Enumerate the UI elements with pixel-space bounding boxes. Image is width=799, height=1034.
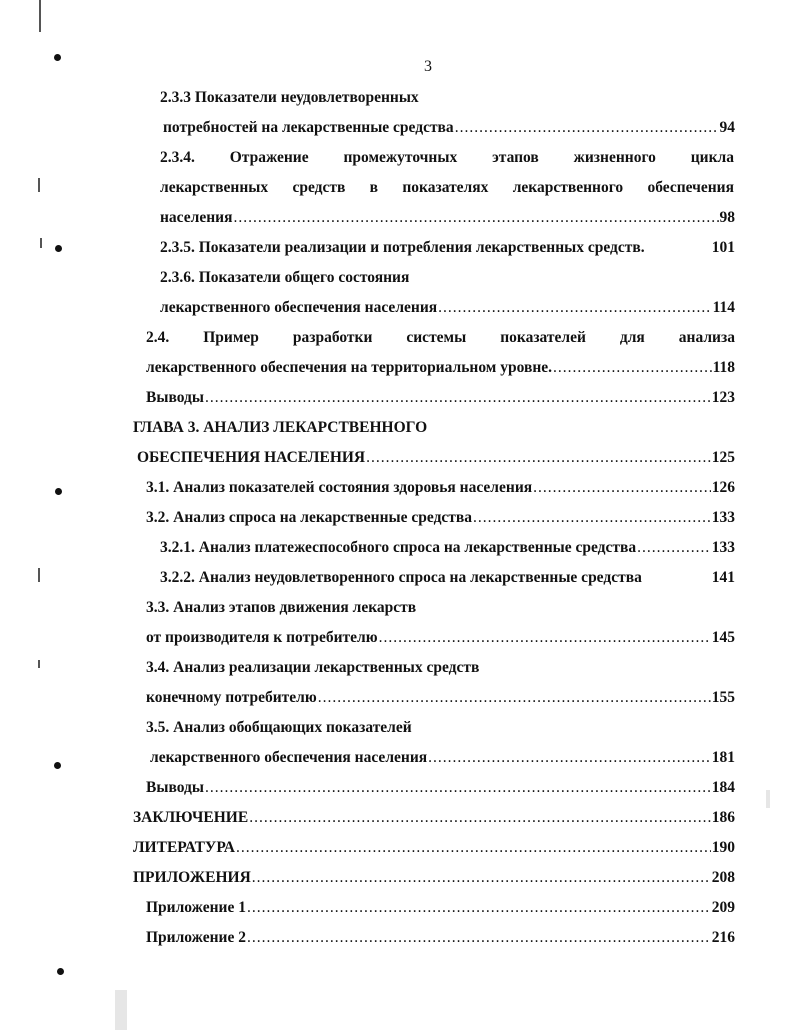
left-margin-tick	[38, 178, 40, 192]
toc-entry-3-5: 3.5. Анализ обобщающих показателей	[146, 719, 412, 736]
word: показателях	[402, 179, 489, 196]
word: разработки	[292, 329, 373, 346]
toc-title: лекарственного обеспечения населения	[150, 749, 428, 766]
word: обеспечения	[647, 179, 734, 196]
word: анализа	[678, 329, 735, 346]
toc-title: ЛИТЕРАТУРА	[133, 839, 235, 856]
word: средств	[292, 179, 346, 196]
word: для	[619, 329, 645, 346]
word: системы	[406, 329, 467, 346]
leader-dots	[318, 688, 711, 708]
word: цикла	[690, 149, 734, 166]
toc-appendices	[133, 868, 735, 888]
binding-hole-mark	[54, 54, 61, 61]
toc-title: населения	[160, 209, 233, 226]
word: этапов	[492, 149, 539, 166]
toc-entry-3-2-2	[160, 568, 735, 588]
toc-chapter-3-cont	[137, 448, 735, 468]
toc-page: 209	[711, 899, 735, 916]
toc-page: 216	[711, 929, 735, 946]
leader-dots	[247, 898, 711, 918]
leader-dots	[428, 748, 711, 768]
toc-entry-2-4	[146, 328, 735, 348]
leader-dots	[379, 628, 711, 648]
leader-dots	[438, 298, 711, 318]
toc-appendix-1	[146, 898, 735, 918]
toc-entry-3-2	[146, 508, 735, 528]
word: лекарственных	[160, 179, 269, 196]
toc-page: 114	[712, 299, 735, 316]
toc-entry-2-3-4-end	[160, 208, 735, 228]
toc-title: от производителя к потребителю	[146, 629, 378, 646]
toc-title: 3.2.2. Анализ неудовлетворенного спроса на лекарственные средства	[160, 569, 642, 586]
toc-title: Выводы	[146, 779, 204, 796]
scan-noise	[766, 790, 770, 808]
toc-page: 145	[711, 629, 735, 646]
toc-chapter-3: ГЛАВА 3. АНАЛИЗ ЛЕКАРСТВЕННОГО	[133, 419, 428, 436]
toc-title: ЗАКЛЮЧЕНИЕ	[133, 809, 249, 826]
toc-page: 126	[711, 479, 735, 496]
toc-entry-vyvody-2	[146, 778, 735, 798]
word: Отражение	[229, 149, 309, 166]
left-margin-rule	[39, 0, 41, 32]
leader-dots	[205, 778, 711, 798]
word: показателей	[500, 329, 586, 346]
toc-entry-3-3-cont	[146, 628, 735, 648]
word: промежуточных	[343, 149, 458, 166]
leader-dots	[252, 868, 711, 888]
toc-entry-3-5-cont	[150, 748, 735, 768]
toc-page: 184	[711, 779, 735, 796]
toc-page: 133	[711, 539, 735, 556]
toc-entry-3-2-1	[160, 538, 735, 558]
word: 2.4.	[146, 329, 170, 346]
leader-dots	[247, 928, 711, 948]
toc-entry-vyvody-1	[146, 388, 735, 408]
toc-title: Приложение 1	[146, 899, 246, 916]
toc-entry-2-3-3-cont	[163, 118, 735, 138]
toc-entry-2-3-4-cont	[160, 178, 734, 198]
leader-dots	[233, 208, 718, 228]
word: жизненного	[573, 149, 656, 166]
toc-conclusion	[133, 808, 735, 828]
toc-entry-2-4-cont	[146, 358, 735, 378]
leader-dots	[553, 358, 712, 378]
toc-title: ПРИЛОЖЕНИЯ	[133, 869, 251, 886]
binding-hole-mark	[55, 245, 62, 252]
toc-page: 133	[711, 509, 735, 526]
toc-title: 3.2.1. Анализ платежеспособного спроса на лекарственные средства	[160, 539, 637, 556]
leader-dots	[533, 478, 711, 498]
toc-entry-3-4: 3.4. Анализ реализации лекарственных средств	[146, 659, 480, 676]
toc-page: 208	[711, 869, 735, 886]
toc-page: 125	[711, 449, 735, 466]
word: Пример	[203, 329, 259, 346]
toc-entry-2-3-5	[160, 238, 735, 258]
binding-hole-mark	[57, 968, 64, 975]
toc-title: 2.3.5. Показатели реализации и потребления лекарственных средств.	[160, 239, 645, 256]
word: в	[369, 179, 379, 196]
toc-entry-2-3-4	[160, 148, 734, 168]
toc-entry-3-4-cont	[146, 688, 735, 708]
toc-page: 94	[719, 119, 735, 136]
toc-page: 118	[712, 359, 735, 376]
toc-page: 141	[711, 569, 735, 586]
toc-page: 101	[711, 239, 735, 256]
toc-title: потребностей на лекарственные средства	[163, 119, 454, 136]
toc-appendix-2	[146, 928, 735, 948]
toc-page: 98	[719, 209, 735, 226]
leader-dots	[473, 508, 711, 528]
left-margin-tick	[40, 238, 42, 248]
leader-dots	[205, 388, 711, 408]
toc-title: 3.1. Анализ показателей состояния здоровья населения	[146, 479, 533, 496]
page-number: 3	[424, 58, 432, 75]
binding-hole-mark	[54, 762, 61, 769]
leader-dots	[455, 118, 719, 138]
toc-page: 123	[711, 389, 735, 406]
toc-title: лекарственного обеспечения на территориальном уровне.	[146, 359, 553, 376]
toc-entry-2-3-3: 2.3.3 Показатели неудовлетворенных	[160, 89, 419, 106]
toc-entry-3-3: 3.3. Анализ этапов движения лекарств	[146, 599, 417, 616]
toc-entry-2-3-6: 2.3.6. Показатели общего состояния	[160, 269, 410, 286]
left-margin-tick	[38, 568, 40, 582]
word: лекарственного	[512, 179, 624, 196]
leader-dots	[366, 448, 711, 468]
toc-page: 186	[711, 809, 735, 826]
leader-dots	[637, 538, 711, 558]
word: 2.3.4.	[160, 149, 195, 166]
toc-entry-3-1	[146, 478, 735, 498]
toc-page: 181	[711, 749, 735, 766]
toc-literature	[133, 838, 735, 858]
toc-title: конечному потребителю	[146, 689, 317, 706]
toc-title: 3.2. Анализ спроса на лекарственные средства	[146, 509, 473, 526]
toc-title: Приложение 2	[146, 929, 246, 946]
toc-title: ОБЕСПЕЧЕНИЯ НАСЕЛЕНИЯ	[137, 449, 366, 466]
toc-entry-2-3-6-cont	[160, 298, 735, 318]
toc-title: Выводы	[146, 389, 204, 406]
leader-dots	[236, 838, 711, 858]
left-margin-tick	[38, 660, 40, 668]
scan-noise	[115, 990, 127, 1030]
toc-page: 190	[711, 839, 735, 856]
binding-hole-mark	[55, 488, 62, 495]
leader-dots	[249, 808, 711, 828]
toc-title: лекарственного обеспечения населения	[160, 299, 438, 316]
toc-page: 155	[711, 689, 735, 706]
